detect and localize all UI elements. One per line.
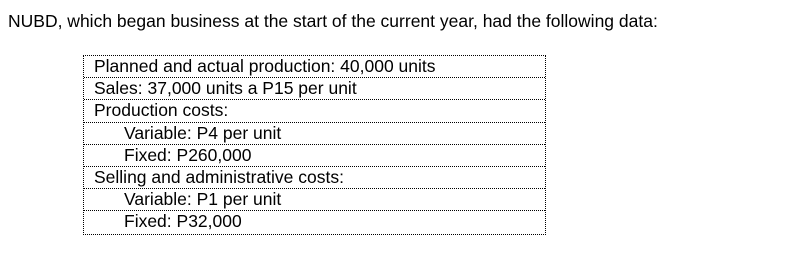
table-row-production-fixed: Fixed: P260,000 (84, 145, 545, 167)
data-table (83, 55, 546, 235)
table-row-production-variable: Variable: P4 per unit (84, 123, 545, 145)
table-row-selling-admin-costs: Selling and administrative costs: (84, 167, 545, 189)
table-row-selling-fixed: Fixed: P32,000 (124, 211, 242, 232)
table-row-sales: Sales: 37,000 units a P15 per unit (84, 78, 545, 100)
intro-text: NUBD, which began business at the start of the current year, had the following data: (8, 11, 658, 31)
table-row-production: Planned and actual production: 40,000 units (84, 56, 545, 78)
table-row-selling-variable: Variable: P1 per unit (84, 189, 545, 211)
table-row-production-costs: Production costs: (84, 100, 545, 122)
